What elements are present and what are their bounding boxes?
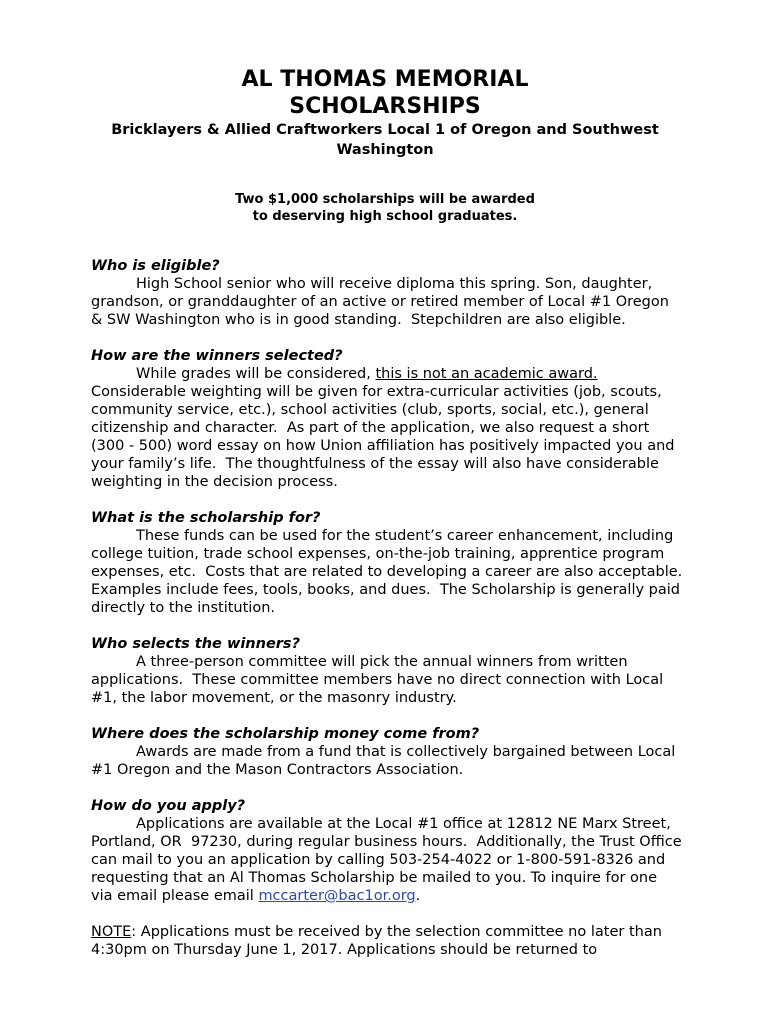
document-title (0, 66, 770, 120)
text-segment: . (415, 888, 421, 904)
section-purpose (91, 509, 692, 617)
underlined-emphasis: this is not an academic award. (375, 366, 598, 382)
text-segment: Considerable weighting will be given for extra-curricular activities (job, scouts, community service, etc.), school activities (club, sports, social, etc.), general citizenship and character. As part of the application, we also request a short (300 - 500) word essay on how Union affiliation has positively impacted you and your family’s life. The thoughtfulness of the essay will also have considerable weighting in the decision process. (91, 366, 680, 490)
section-heading: What is the scholarship for? (91, 510, 321, 526)
note-label: NOTE (91, 924, 132, 940)
text-segment: : Applications must be received by the selection committee no later than 4:30pm on Thursday June 1, 2017. Applications should be returned to (91, 924, 662, 958)
section-text: These funds can be used for the student’s career enhancement, including college tuition, trade school expenses, on-the-job training, apprentice program expenses, etc. Costs that are related to developing a career are also acceptable. Examples include fees, tools, books, and dues. The Scholarship is generally paid directly to the institution. (91, 528, 692, 616)
section-text (91, 815, 687, 905)
note-text (91, 923, 683, 959)
section-heading: Where does the scholarship money come from? (91, 726, 480, 742)
section-apply (91, 797, 687, 905)
section-text (91, 365, 683, 491)
section-text: Awards are made from a fund that is collectively bargained between Local #1 Oregon and the Mason Contractors Association. (91, 744, 680, 778)
section-text: High School senior who will receive diploma this spring. Son, daughter, grandson, or granddaughter of an active or retired member of Local #1 Oregon & SW Washington who is in good standing. Stepchildren are also eligible. (91, 276, 674, 328)
section-eligibility (91, 257, 683, 329)
section-heading: Who is eligible? (91, 258, 220, 274)
title-line-2: SCHOLARSHIPS (289, 94, 481, 119)
award-line-2: to deserving high school graduates. (252, 209, 518, 224)
section-note (91, 923, 683, 959)
email-link[interactable]: mccarter@bac1or.org (258, 888, 416, 904)
section-text: A three-person committee will pick the annual winners from written applications. These committee members have no direct connection with Local #1, the labor movement, or the masonry industry. (91, 654, 668, 706)
section-heading: How do you apply? (91, 798, 246, 814)
text-segment: While grades will be considered, (136, 366, 376, 382)
section-funding (91, 725, 683, 779)
text-segment: Applications are available at the Local #1 office at 12812 NE Marx Street, Portland, OR 97230, during regular business hours. Additionally, the Trust Office can mail to you an application by calling 503-254-4022 or 1-800-591-8326 and requesting that an Al Thomas Scholarship be mailed to you. To inquire for one via email please email (91, 816, 687, 904)
award-announcement (0, 191, 770, 225)
award-line-1: Two $1,000 scholarships will be awarded (235, 192, 535, 207)
document-body (91, 257, 692, 959)
section-selectors (91, 635, 683, 707)
section-selection (91, 347, 683, 491)
section-heading: Who selects the winners? (91, 636, 300, 652)
document-subtitle: Bricklayers & Allied Craftworkers Local 1 of Oregon and Southwest Washington (111, 122, 659, 158)
title-line-1: AL THOMAS MEMORIAL (241, 67, 529, 92)
section-heading: How are the winners selected? (91, 348, 343, 364)
